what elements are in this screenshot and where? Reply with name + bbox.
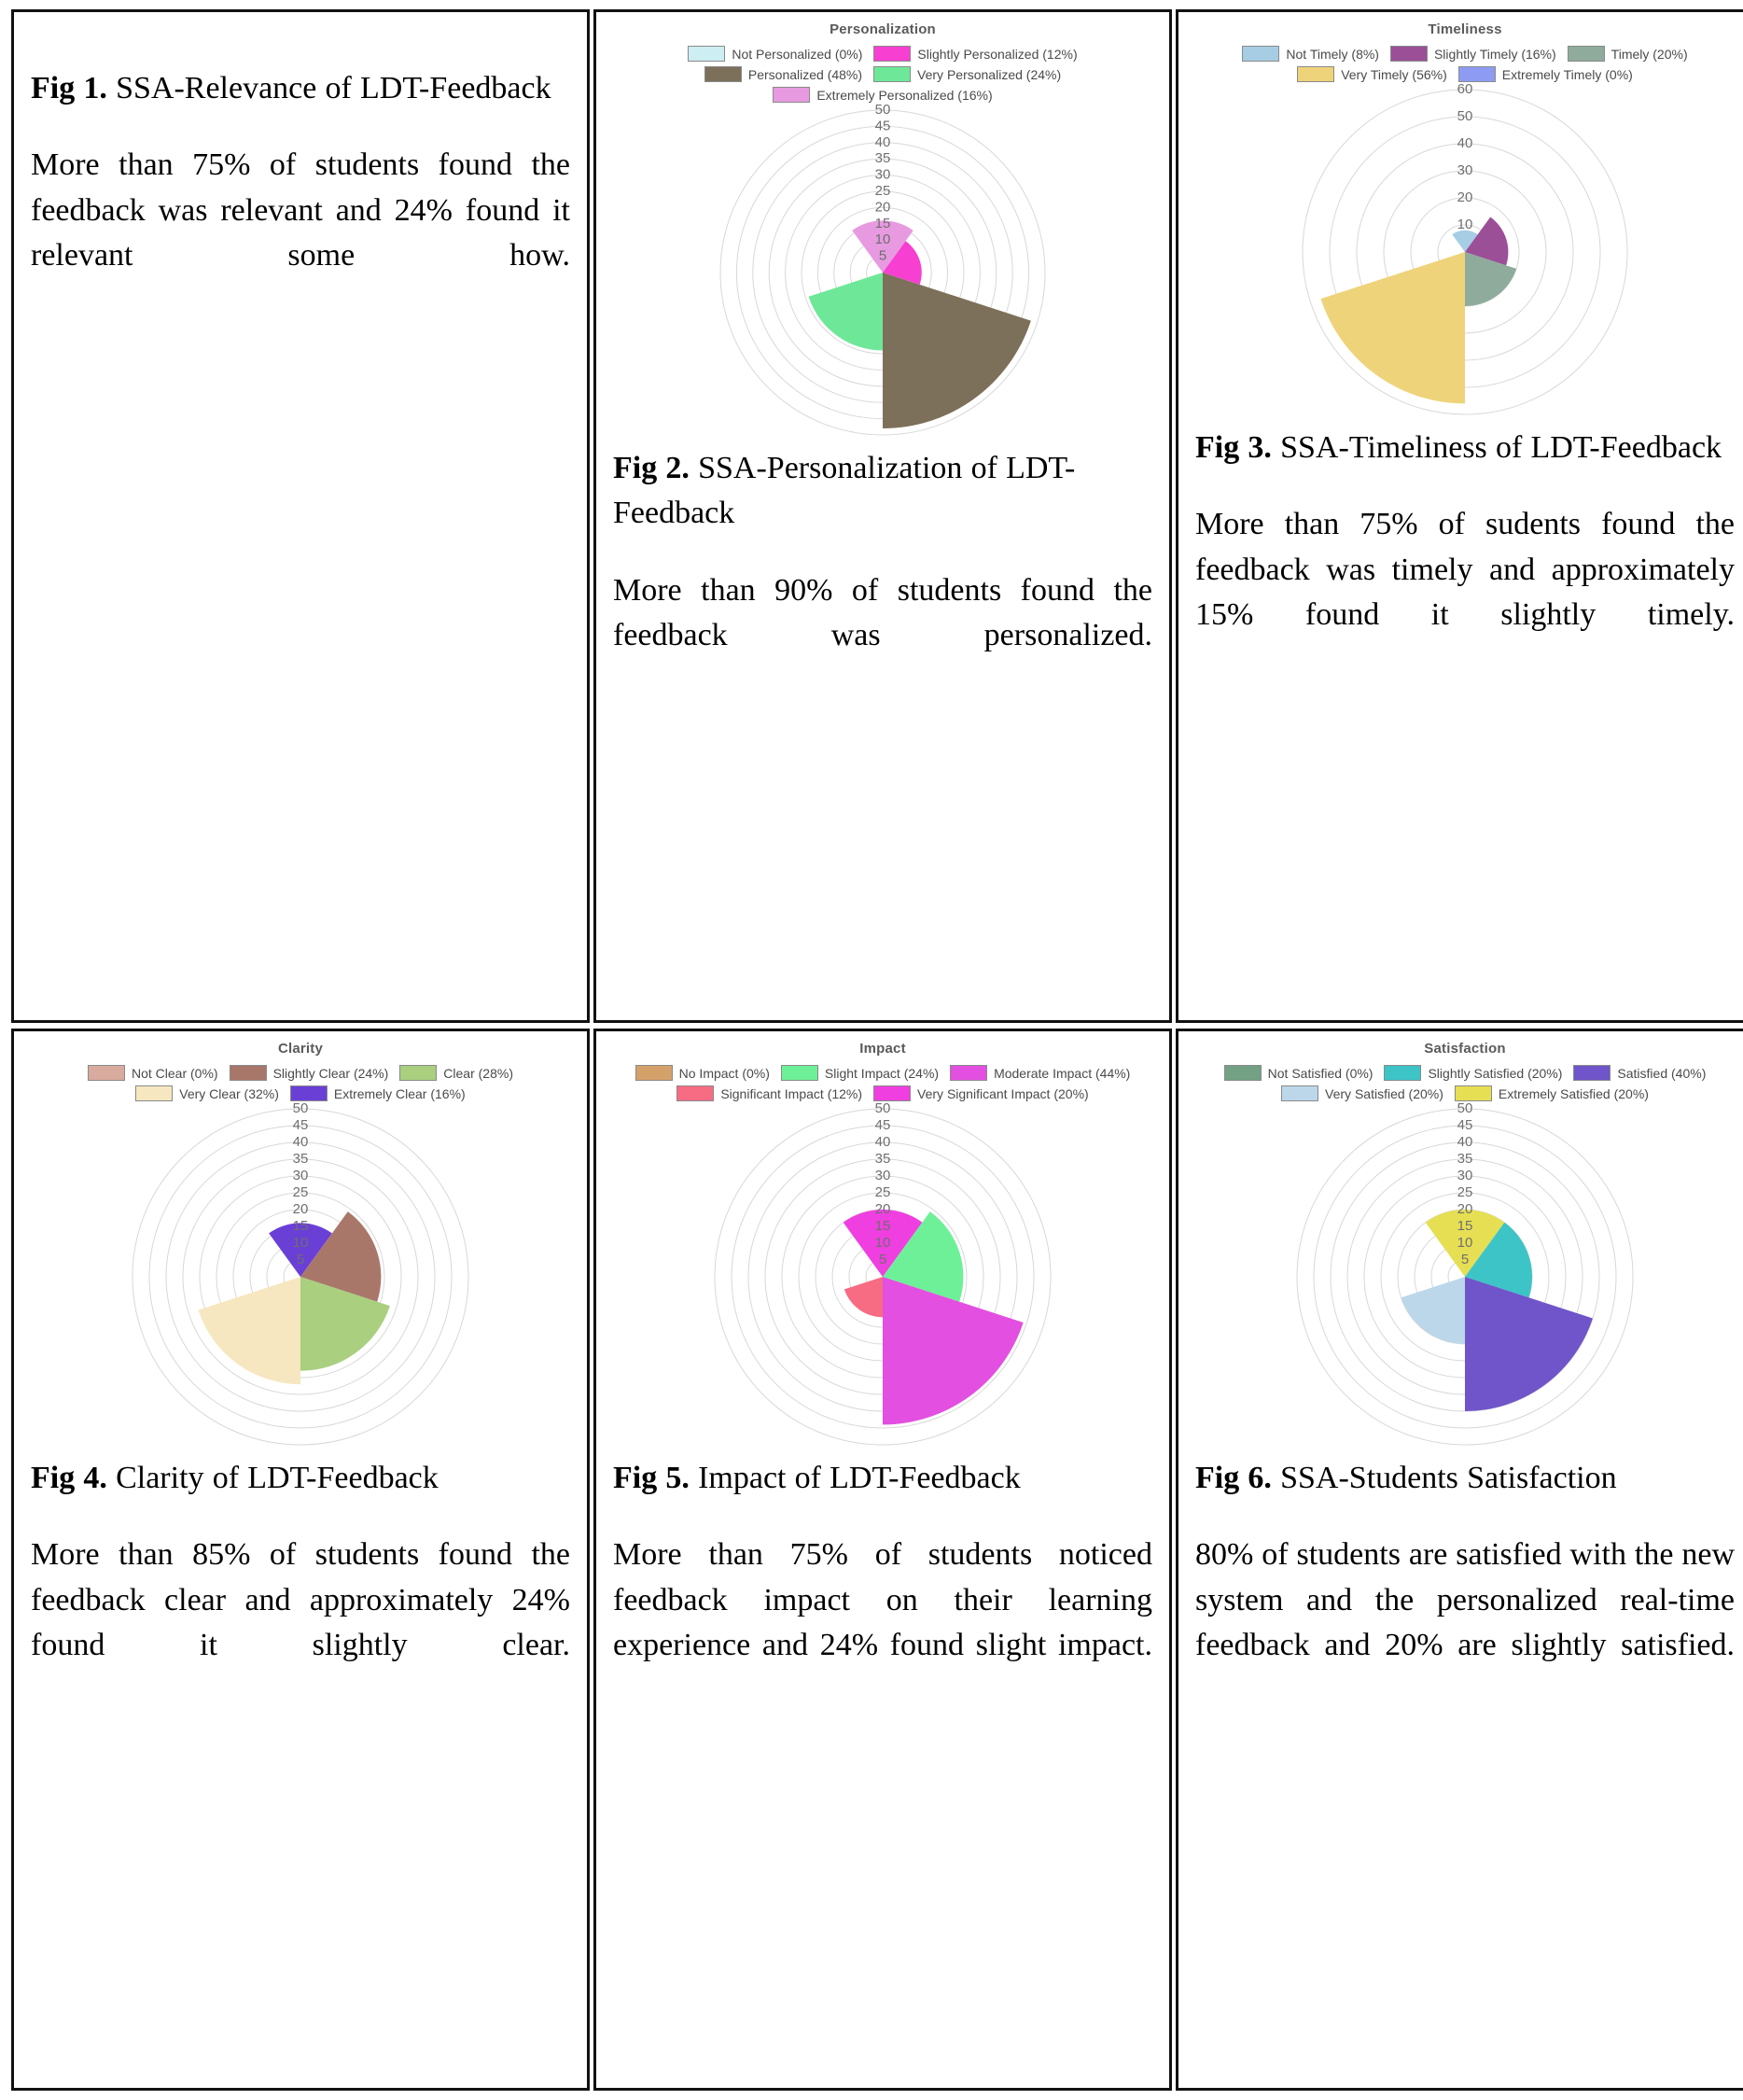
legend-item[interactable] — [1455, 1085, 1649, 1101]
figure-panel-fig5 — [593, 1029, 1172, 2091]
radial-tick-label: 10 — [292, 1234, 309, 1251]
radial-tick-label: 20 — [1457, 1200, 1473, 1217]
chart-title-fig2: Personalization — [830, 21, 936, 37]
caption-title-fig5 — [613, 1456, 1152, 1501]
chart-legend-fig4 — [21, 1065, 580, 1101]
legend-label: Not Satisfied (0%) — [1267, 1065, 1373, 1081]
legend-swatch-icon — [1281, 1085, 1318, 1101]
radial-tick-label: 40 — [292, 1133, 309, 1150]
legend-item[interactable] — [1390, 46, 1556, 62]
radial-tick-label: 25 — [874, 1183, 891, 1200]
legend-item[interactable] — [1384, 1065, 1562, 1081]
caption-body-fig1: More than 75% of students found the feedback was relevant and 24% found it relevant some how. — [31, 147, 570, 273]
polar-chart-fig6 — [1178, 1103, 1743, 1450]
radial-tick-label: 45 — [1457, 1116, 1473, 1133]
radial-tick-label: 30 — [874, 166, 891, 183]
figure-panel-fig6 — [1176, 1029, 1743, 2091]
radial-tick-label: 30 — [292, 1167, 309, 1183]
polar-wedges — [1401, 1210, 1593, 1411]
legend-item[interactable] — [873, 66, 1061, 82]
legend-item[interactable] — [230, 1065, 389, 1081]
legend-item[interactable] — [704, 66, 862, 82]
legend-label: Extremely Timely (0%) — [1501, 66, 1633, 82]
legend-swatch-icon — [290, 1085, 328, 1101]
legend-swatch-icon — [773, 87, 810, 103]
radial-tick-label: 40 — [1457, 134, 1473, 151]
chart-area-fig4 — [14, 1031, 587, 1450]
legend-swatch-icon — [704, 66, 742, 82]
figure-title-fig1: SSA-Relevance of LDT-Feedback — [106, 71, 551, 105]
radial-tick-labels — [1457, 1103, 1473, 1267]
caption-body-fig6: 80% of students are satisfied with the new system and the personalized real-time feedback and 20% are slightly satisfied. — [1195, 1537, 1735, 1662]
polar-wedges — [809, 220, 1031, 428]
legend-label: Significant Impact (12%) — [720, 1085, 863, 1101]
legend-swatch-icon — [688, 46, 725, 62]
radial-tick-label: 45 — [874, 118, 891, 134]
polar-chart-fig2 — [596, 105, 1169, 441]
legend-label: Slightly Satisfied (20%) — [1428, 1065, 1563, 1081]
legend-item[interactable] — [1568, 46, 1688, 62]
legend-swatch-icon — [873, 66, 911, 82]
caption-title-fig1 — [31, 66, 570, 111]
radial-tick-labels — [875, 105, 891, 264]
legend-label: Very Significant Impact (20%) — [917, 1085, 1089, 1101]
caption-body-fig3: More than 75% of sudents found the feedback was timely and approximately 15% found it slightly timely. — [1195, 507, 1735, 632]
figure-label-fig1: Fig 1. — [31, 71, 107, 105]
legend-label: Personalized (48%) — [747, 66, 863, 82]
legend-label: Not Timely (8%) — [1286, 46, 1379, 62]
legend-item[interactable] — [1242, 46, 1379, 62]
polar-rose-chart — [1291, 1103, 1638, 1450]
figure-title-fig4: Clarity of LDT-Feedback — [106, 1461, 439, 1495]
legend-label: Extremely Clear (16%) — [333, 1085, 466, 1101]
legend-item[interactable] — [1297, 66, 1447, 82]
legend-label: Extremely Satisfied (20%) — [1498, 1085, 1649, 1101]
caption-title-fig3 — [1195, 426, 1735, 470]
legend-item[interactable] — [873, 46, 1077, 62]
chart-legend-fig6 — [1185, 1065, 1743, 1101]
legend-swatch-icon — [1455, 1085, 1492, 1101]
legend-label: Very Timely (56%) — [1341, 66, 1447, 82]
caption-title-fig2 — [613, 446, 1152, 537]
legend-swatch-icon — [88, 1065, 125, 1081]
legend-label: Very Personalized (24%) — [917, 66, 1062, 82]
chart-title-fig3: Timeliness — [1428, 21, 1502, 37]
polar-wedges — [1321, 217, 1517, 403]
figure-label-fig6: Fig 6. — [1195, 1461, 1272, 1495]
chart-area-fig6 — [1178, 1031, 1743, 1450]
legend-label: Very Clear (32%) — [179, 1085, 279, 1101]
legend-swatch-icon — [1384, 1065, 1421, 1081]
legend-swatch-icon — [781, 1065, 818, 1081]
chart-area-fig5 — [596, 1031, 1169, 1450]
legend-swatch-icon — [1568, 46, 1605, 62]
radial-tick-label: 40 — [874, 1133, 891, 1150]
radial-tick-label: 25 — [1457, 1183, 1473, 1200]
legend-label: Slight Impact (24%) — [824, 1065, 940, 1081]
chart-legend-fig5 — [603, 1065, 1163, 1101]
figure-title-fig2: SSA-Personalization of LDT-Feedback — [613, 451, 1076, 531]
legend-swatch-icon — [676, 1085, 714, 1101]
legend-label: Moderate Impact (44%) — [994, 1065, 1131, 1081]
legend-label: Satisfied (40%) — [1617, 1065, 1707, 1081]
polar-rose-chart — [709, 1103, 1056, 1450]
figure-panel-fig1 — [11, 9, 590, 1023]
legend-item[interactable] — [1224, 1065, 1373, 1081]
radial-tick-labels — [293, 1103, 309, 1267]
rose-wedge[interactable] — [1321, 252, 1465, 403]
figure-label-fig2: Fig 2. — [613, 451, 690, 485]
radial-tick-label: 15 — [874, 215, 891, 231]
radial-tick-label: 50 — [1457, 1103, 1473, 1116]
polar-rose-chart — [715, 105, 1051, 441]
radial-tick-label: 5 — [1460, 1251, 1470, 1267]
chart-area-fig3 — [1178, 12, 1743, 420]
figure-label-fig3: Fig 3. — [1195, 430, 1272, 465]
radial-tick-label: 10 — [1457, 1234, 1473, 1251]
radial-tick-label: 20 — [874, 199, 891, 216]
radial-tick-label: 35 — [874, 1150, 891, 1167]
legend-item[interactable] — [135, 1085, 279, 1101]
radial-tick-label: 40 — [874, 133, 891, 150]
radial-tick-label: 50 — [874, 1103, 891, 1116]
chart-legend-fig3 — [1185, 46, 1743, 82]
radial-tick-label: 35 — [292, 1150, 309, 1167]
radial-tick-label: 50 — [292, 1103, 309, 1116]
figure-panel-fig2 — [593, 9, 1172, 1023]
legend-label: Slightly Personalized (12%) — [917, 46, 1078, 62]
figure-panel-fig3 — [1176, 9, 1743, 1023]
legend-swatch-icon — [1458, 66, 1496, 82]
radial-tick-label: 60 — [1457, 84, 1473, 97]
radial-tick-label: 35 — [1457, 1150, 1473, 1167]
chart-area-fig2 — [596, 12, 1169, 441]
radial-tick-label: 50 — [874, 105, 891, 118]
radial-tick-labels — [875, 1103, 891, 1267]
radial-tick-label: 20 — [874, 1200, 891, 1217]
legend-item[interactable] — [950, 1065, 1130, 1081]
radial-tick-label: 20 — [292, 1200, 309, 1217]
legend-swatch-icon — [1242, 46, 1279, 62]
radial-tick-label: 5 — [296, 1251, 305, 1267]
figure-title-fig6: SSA-Students Satisfaction — [1271, 1461, 1617, 1495]
legend-label: Very Satisfied (20%) — [1325, 1085, 1443, 1101]
legend-swatch-icon — [135, 1085, 173, 1101]
radial-tick-label: 35 — [874, 150, 891, 167]
legend-item[interactable] — [290, 1085, 466, 1101]
radial-tick-labels — [1457, 84, 1473, 232]
figure-title-fig3: SSA-Timeliness of LDT-Feedback — [1271, 430, 1722, 465]
rose-wedge[interactable] — [883, 273, 1031, 428]
figure-label-fig5: Fig 5. — [613, 1461, 690, 1495]
caption-block-fig5 — [596, 1450, 1169, 1713]
legend-label: Slightly Timely (16%) — [1433, 46, 1556, 62]
legend-swatch-icon — [1573, 1065, 1611, 1081]
polar-chart-fig4 — [14, 1103, 587, 1450]
radial-tick-label: 30 — [1457, 161, 1473, 178]
legend-swatch-icon — [950, 1065, 987, 1081]
figure-label-fig4: Fig 4. — [31, 1461, 107, 1495]
caption-body-fig5: More than 75% of students noticed feedback impact on their learning experience and 24% found slight impact. — [613, 1537, 1152, 1662]
radial-tick-label: 10 — [874, 231, 891, 248]
figure-title-fig5: Impact of LDT-Feedback — [689, 1461, 1021, 1495]
legend-swatch-icon — [230, 1065, 267, 1081]
chart-title-fig5: Impact — [859, 1041, 906, 1057]
radial-tick-label: 15 — [1457, 1217, 1473, 1234]
caption-block-fig1 — [14, 12, 587, 323]
legend-item[interactable] — [873, 1085, 1089, 1101]
legend-item[interactable] — [1573, 1065, 1706, 1081]
figure-panel-fig4 — [11, 1029, 590, 2091]
legend-swatch-icon — [873, 1085, 911, 1101]
radial-tick-label: 20 — [1457, 189, 1473, 205]
caption-block-fig2 — [596, 441, 1169, 703]
radial-tick-label: 10 — [874, 1234, 891, 1251]
legend-swatch-icon — [873, 46, 911, 62]
legend-item[interactable] — [676, 1085, 862, 1101]
radial-tick-label: 30 — [874, 1167, 891, 1183]
legend-label: Slightly Clear (24%) — [272, 1065, 389, 1081]
polar-rose-chart — [127, 1103, 474, 1450]
radial-tick-label: 25 — [874, 182, 891, 199]
legend-item[interactable] — [1458, 66, 1633, 82]
polar-chart-fig3 — [1178, 84, 1743, 420]
legend-item[interactable] — [88, 1065, 218, 1081]
legend-label: Not Clear (0%) — [131, 1065, 218, 1081]
legend-item[interactable] — [688, 46, 862, 62]
radial-tick-label: 50 — [1457, 107, 1473, 124]
radial-tick-label: 5 — [878, 247, 887, 264]
legend-item[interactable] — [773, 87, 992, 103]
legend-item[interactable] — [399, 1065, 513, 1081]
legend-item[interactable] — [635, 1065, 770, 1081]
legend-label: Timely (20%) — [1611, 46, 1688, 62]
legend-swatch-icon — [635, 1065, 673, 1081]
chart-title-fig4: Clarity — [277, 1041, 324, 1057]
legend-swatch-icon — [1390, 46, 1428, 62]
caption-block-fig6 — [1178, 1450, 1743, 1713]
polar-wedges — [844, 1210, 1024, 1424]
legend-swatch-icon — [1297, 66, 1334, 82]
chart-title-fig6: Satisfaction — [1424, 1041, 1506, 1057]
caption-title-fig6 — [1195, 1456, 1735, 1501]
radial-tick-label: 45 — [874, 1116, 891, 1133]
caption-title-fig4 — [31, 1456, 570, 1501]
rose-wedge[interactable] — [198, 1277, 300, 1384]
caption-block-fig3 — [1178, 420, 1743, 682]
radial-tick-label: 15 — [292, 1217, 309, 1234]
polar-rose-chart — [1297, 84, 1633, 420]
radial-tick-label: 10 — [1457, 216, 1473, 232]
caption-body-fig4: More than 85% of students found the feedback clear and approximately 24% found it slightly clear. — [31, 1537, 570, 1662]
rose-wedge[interactable] — [809, 273, 883, 351]
caption-body-fig2: More than 90% of students found the feedback was personalized. — [613, 572, 1152, 652]
legend-item[interactable] — [1281, 1085, 1443, 1101]
legend-label: Clear (28%) — [443, 1065, 513, 1081]
legend-swatch-icon — [1224, 1065, 1262, 1081]
polar-chart-fig5 — [596, 1103, 1169, 1450]
legend-label: Extremely Personalized (16%) — [816, 87, 993, 103]
radial-tick-label: 15 — [874, 1217, 891, 1234]
legend-swatch-icon — [399, 1065, 437, 1081]
legend-label: Not Personalized (0%) — [732, 46, 863, 62]
legend-label: No Impact (0%) — [678, 1065, 770, 1081]
radial-tick-label: 5 — [878, 1251, 887, 1267]
radial-tick-label: 40 — [1457, 1133, 1473, 1150]
radial-tick-label: 30 — [1457, 1167, 1473, 1183]
chart-legend-fig2 — [603, 46, 1163, 103]
radial-tick-label: 45 — [292, 1116, 309, 1133]
caption-block-fig4 — [14, 1450, 587, 1713]
radial-tick-label: 25 — [292, 1183, 309, 1200]
legend-item[interactable] — [781, 1065, 939, 1081]
